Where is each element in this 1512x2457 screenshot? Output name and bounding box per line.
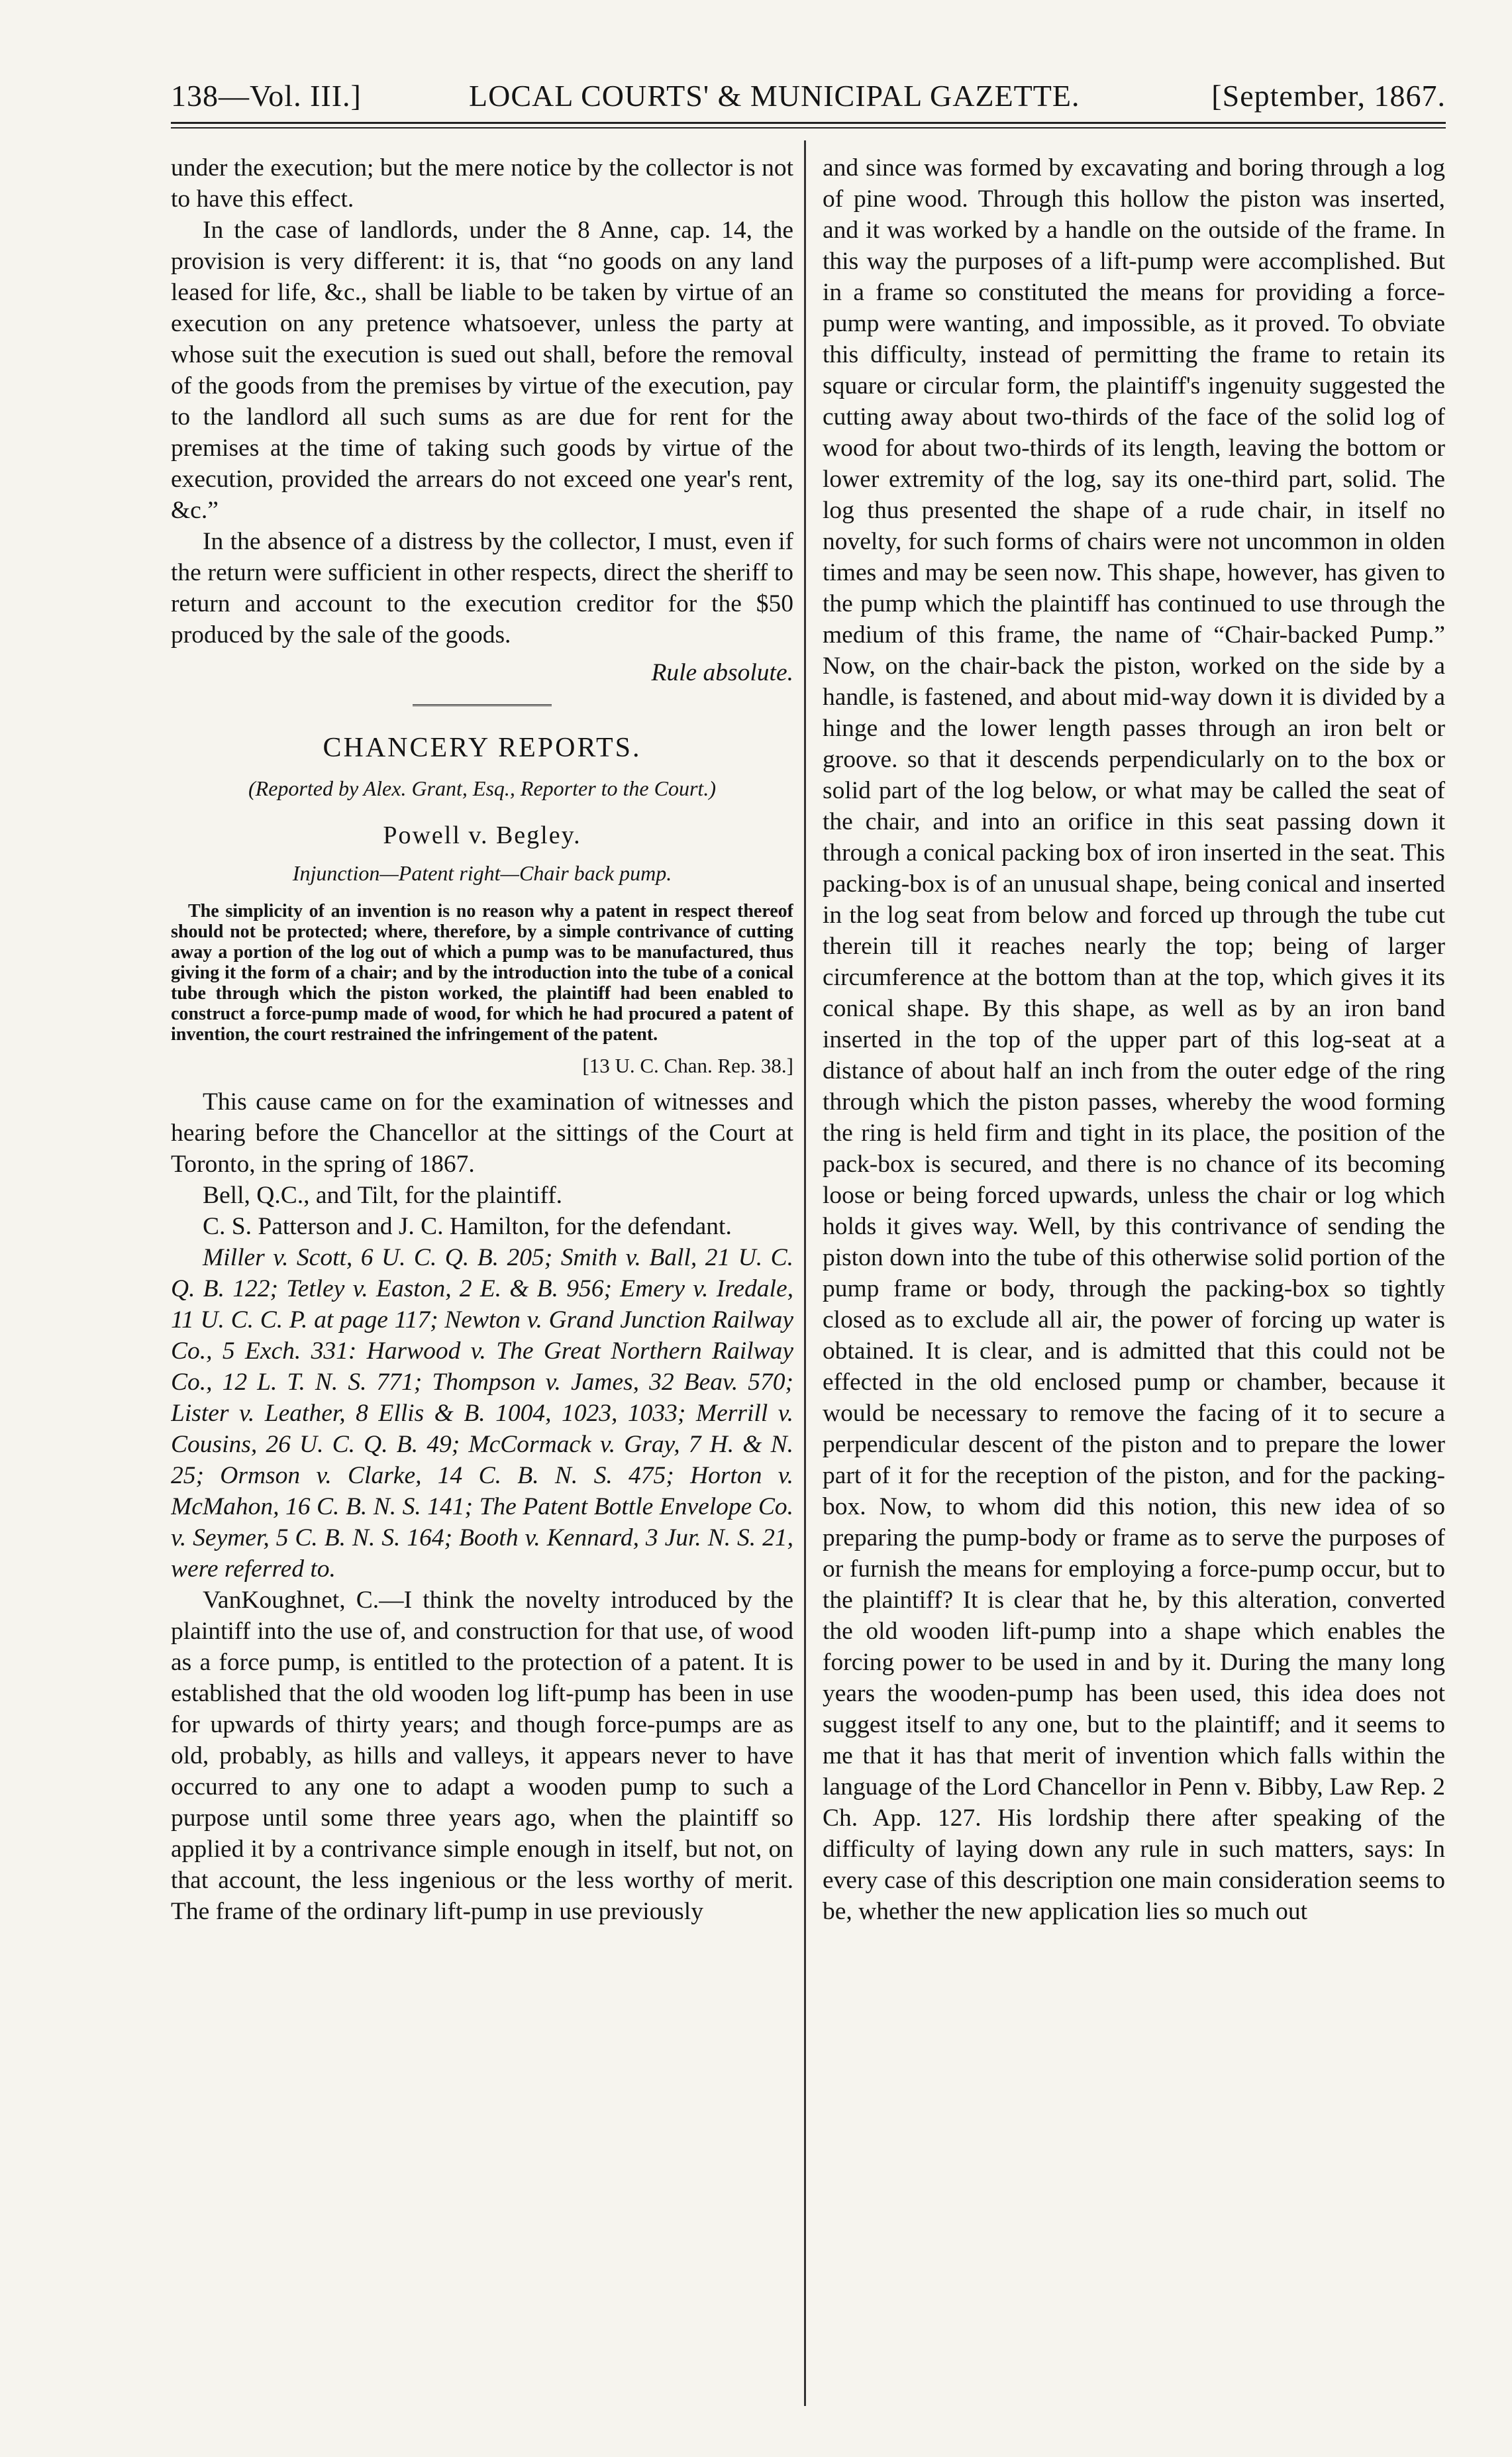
running-head (171, 74, 1446, 118)
case-title: Powell v. Begley. (383, 821, 581, 849)
counsel-plaintiff: Bell, Q.C., and Tilt, for the plaintiff. (203, 1182, 563, 1209)
judgment-continued: and since was formed by excavating and boring through a log of pine wood. Through this hollow the piston was inserted, and it was worked by a handle on the outside of the frame. In this way the purposes of a lift-pump were accomplished. But in a frame so constituted the means for providing a force-pump were wanting, and impossible, as it proved. To obviate this difficulty, instead of permitting the frame to retain its square or circular form, the plaintiff's ingenuity suggested the cutting away about two-thirds of the face of the solid log of wood for about two-thirds of its length, leaving the bottom or lower extremity of the log, say its one-third part, solid. The log thus presented the shape of a rude chair, in itself no novelty, for such forms of chairs were not uncommon in olden times and may be seen now. This shape, however, has given to the pump which the plaintiff has continued to use through the medium of this frame, the name of “Chair-backed Pump.” Now, on the chair-back the piston, worked on the side by a handle, is fastened, and about mid-way down it is divided by a hinge and the lower length passes through an iron belt or groove. so that it descends perpendicularly on to the box or solid part of the log below, or what may be called the seat of the chair, and into an orifice in this seat passing down it through a conical packing box of iron inserted in the seat. This packing-box is of an unusual shape, being conical and inserted in the log seat from below and forced up through the tube cut therein till it reaches nearly the top; being of larger circumference at the bottom than at the top, which gives it its conical shape. By this shape, as well as by an iron band inserted in the top of the upper part of this log-seat at a distance of about half an inch from the outer edge of the ring through which the piston passes, whereby the wood forming the ring is held firm and tight in its place, the position of the pack-box is secured, and there is no chance of its becoming loose or being forced upwards, unless the chair or log which holds it gives way. Well, by this contrivance of sending the piston down into the tube of this otherwise solid portion of the pump frame or body, through the packing-box so tightly closed as to exclude all air, the power of forcing up water is obtained. It is clear, and is admitted that this could not be effected in the old enclosed pump or chamber, because it would be necessary to remove the facing of it to secure a perpendicular descent of the piston and to prepare the lower part of it for the reception of the piston, and for the packing-box. Now, to whom did this notion, this new idea of so preparing the pump-body or frame as to serve the purposes of or furnish the means for employing a force-pump occur, but to the plaintiff? It is clear that he, by this alteration, converted the old wooden lift-pump into a shape which enables the forcing power to be used in and by it. During the many long years the wooden-pump has been used, this idea does not suggest itself to any one, but to the plaintiff; and it seems to me that it has that merit of invention which falls within the language of the Lord Chancellor in Penn v. Bibby, Law Rep. 2 Ch. App. 127. His lordship there after speaking of the difficulty of laying down any rule in such matters, says: In every case of this description one main consideration seems to be, whether the new application lies so much out (823, 154, 1445, 1925)
section-divider (413, 704, 552, 709)
reporter-line: (Reported by Alex. Grant, Esq., Reporter to the Court.) (248, 776, 716, 800)
publication-title: LOCAL COURTS' & MUNICIPAL GAZETTE. (469, 79, 1080, 113)
paragraph: under the execution; but the mere notice by the collector is not to have this effect. (171, 154, 793, 213)
issue-date: [September, 1867. (1211, 79, 1446, 113)
header-rule-thin (171, 127, 1446, 129)
left-column (171, 152, 793, 2411)
page-volume-label: 138—Vol. III.] (171, 79, 362, 113)
paragraph: This cause came on for the examination of witnesses and hearing before the Chancellor at the sittings of the Court at Toronto, in the spring of 1867. (171, 1088, 793, 1178)
headnote: The simplicity of an invention is no reason why a patent in respect thereof should not be protected; where, therefore, by a simple contrivance of cutting away a portion of the log out of which a pump was to be manufactured, thus giving it the form of a chair; and by the introduction into the tube of a conical tube through which the piston worked, the plaintiff had been enabled to construct a force-pump made of wood, for which he had procured a patent of invention, the court restrained the infringement of the patent. (171, 901, 793, 1045)
report-citation: [13 U. C. Chan. Rep. 38.] (582, 1054, 793, 1077)
paragraph: In the case of landlords, under the 8 Anne, cap. 14, the provision is very different: it is, that “no goods on any land leased for life, &c., shall be liable to be taken by virtue of an execution on any pretence whatsoever, unless the party at whose suit the execution is sued out shall, before the removal of the goods from the premises by virtue of the execution, pay to the landlord all such sums as are due for rent for the premises at the time of taking such goods by virtue of the execution, provided the arrears do not exceed one year's rent, &c.” (171, 217, 793, 524)
ruling: Rule absolute. (651, 659, 793, 686)
right-column (823, 152, 1445, 2411)
paragraph: In the absence of a distress by the collector, I must, even if the return were sufficient in other respects, direct the sheriff to return and account to the execution creditor for the $50 produced by the sale of the goods. (171, 528, 793, 649)
section-heading: CHANCERY REPORTS. (323, 733, 642, 763)
header-rule-thick (171, 122, 1446, 124)
authorities-cited: Miller v. Scott, 6 U. C. Q. B. 205; Smith v. Ball, 21 U. C. Q. B. 122; Tetley v. Easton, 2 E. & B. 956; Emery v. Iredale, 11 U. C. C. P. at page 117; Newton v. Grand Junction Railway Co., 5 Exch. 331: Harwood v. The Great Northern Railway Co., 12 L. T. N. S. 771; Thompson v. James, 32 Beav. 570; Lister v. Leather, 8 Ellis & B. 1004, 1023, 1033; Merrill v. Cousins, 26 U. C. Q. B. 49; McCormack v. Gray, 7 H. & N. 25; Ormson v. Clarke, 14 C. B. N. S. 475; Horton v. McMahon, 16 C. B. N. S. 141; The Patent Bottle Envelope Co. v. Seymer, 5 C. B. N. S. 164; Booth v. Kennard, 3 Jur. N. S. 21, were referred to. (171, 1244, 793, 1583)
case-keywords: Injunction—Patent right—Chair back pump. (292, 861, 672, 885)
column-divider (804, 140, 806, 2406)
judgment-paragraph: VanKoughnet, C.—I think the novelty introduced by the plaintiff into the use of, and construction for that use, of wood as a force pump, is entitled to the protection of a patent. It is established that the old wooden log lift-pump has been in use for upwards of thirty years; and though force-pumps are as old, probably, as hills and valleys, it appears never to have occurred to any one to adapt a wooden pump to such a purpose until some three years ago, when the plaintiff so applied it by a contrivance simple enough in itself, but not, on that account, the less ingenious or the less worthy of merit. The frame of the ordinary lift-pump in use previously (171, 1587, 793, 1925)
counsel-defendant: C. S. Patterson and J. C. Hamilton, for the defendant. (203, 1213, 732, 1240)
